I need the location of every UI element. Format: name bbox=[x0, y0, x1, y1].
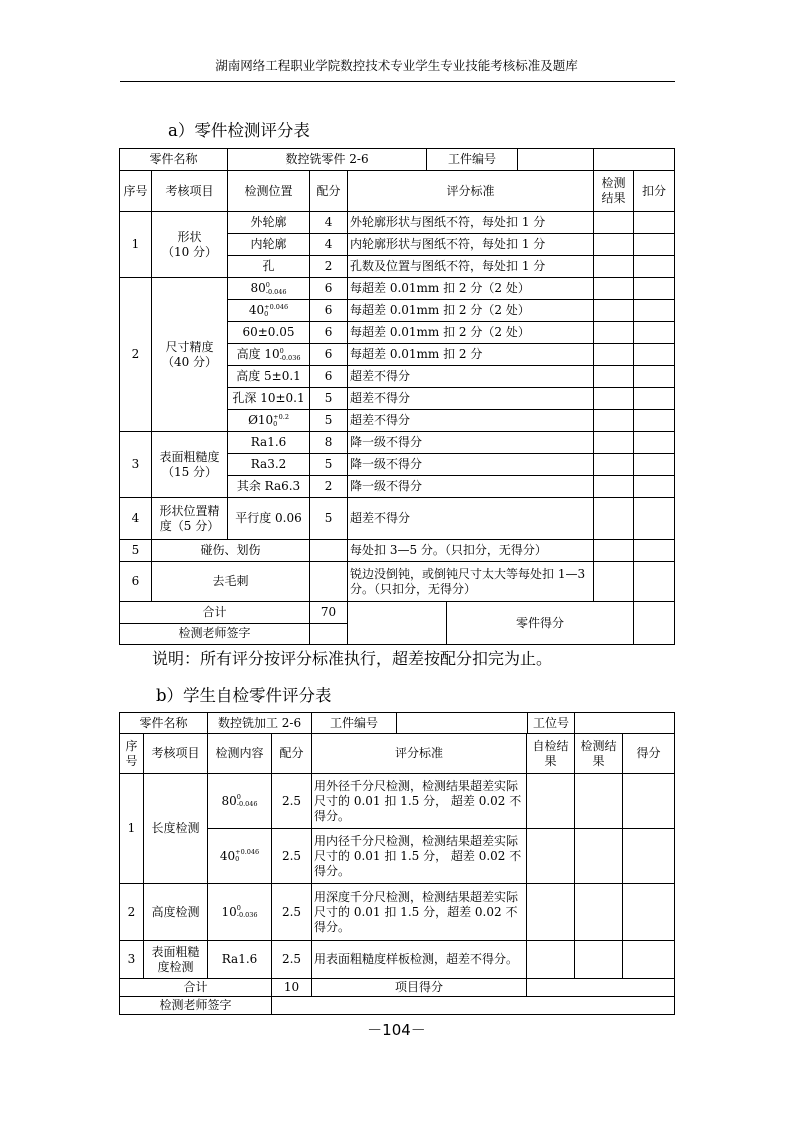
result-cell[interactable] bbox=[594, 454, 634, 476]
deduct-cell[interactable] bbox=[634, 540, 675, 562]
total-label: 合计 bbox=[120, 602, 310, 624]
score-cell: 5 bbox=[310, 388, 348, 410]
dimension-base: 40 bbox=[248, 303, 265, 317]
content-cell bbox=[208, 884, 272, 941]
tolerance bbox=[237, 905, 258, 919]
col-item: 考核项目 bbox=[144, 734, 208, 774]
tolerance-upper: 0 bbox=[265, 280, 270, 289]
position-cell: 内轮廓 bbox=[228, 234, 310, 256]
col-check-result: 检测结果 bbox=[575, 734, 623, 774]
dimension-base: 80 bbox=[221, 793, 237, 808]
col-score: 配分 bbox=[272, 734, 312, 774]
deduct-cell[interactable] bbox=[634, 454, 675, 476]
position-cell bbox=[228, 344, 310, 366]
result-cell[interactable] bbox=[594, 562, 634, 602]
score-cell: 2.5 bbox=[272, 774, 312, 829]
table-header-row bbox=[120, 734, 675, 774]
deduct-cell[interactable] bbox=[634, 498, 675, 540]
station-no-value[interactable] bbox=[575, 713, 675, 734]
deduct-cell[interactable] bbox=[634, 278, 675, 300]
criteria-cell: 用外径千分尺检测，检测结果超差实际尺寸的 0.01 扣 1.5 分， 超差 0.02 不得分。 bbox=[312, 774, 527, 829]
check-result-cell[interactable] bbox=[575, 941, 623, 979]
tolerance bbox=[237, 794, 258, 808]
table-header-row bbox=[120, 171, 675, 212]
deduct-cell[interactable] bbox=[634, 212, 675, 234]
score-cell: 4 bbox=[310, 234, 348, 256]
criteria-cell: 降一级不得分 bbox=[348, 476, 594, 498]
result-cell[interactable] bbox=[594, 278, 634, 300]
self-result-cell[interactable] bbox=[527, 829, 575, 884]
total-value: 70 bbox=[310, 602, 348, 624]
deduct-cell[interactable] bbox=[634, 344, 675, 366]
points-cell[interactable] bbox=[623, 884, 675, 941]
criteria-cell: 每超差 0.01mm 扣 2 分（2 处） bbox=[348, 322, 594, 344]
col-no: 序号 bbox=[120, 171, 152, 212]
criteria-cell: 降一级不得分 bbox=[348, 454, 594, 476]
deduct-cell[interactable] bbox=[634, 322, 675, 344]
criteria-cell: 内轮廓形状与图纸不符，每处扣 1 分 bbox=[348, 234, 594, 256]
group-no: 4 bbox=[120, 498, 152, 540]
position-cell bbox=[228, 278, 310, 300]
position-cell: 孔深 10±0.1 bbox=[228, 388, 310, 410]
col-criteria: 评分标准 bbox=[348, 171, 594, 212]
group-item: 表面粗糙度 （15 分） bbox=[152, 432, 228, 498]
score-cell: 5 bbox=[310, 498, 348, 540]
item-score-label: 项目得分 bbox=[312, 979, 527, 997]
position-cell: 高度 5±0.1 bbox=[228, 366, 310, 388]
item-score-value[interactable] bbox=[527, 979, 675, 997]
total-row bbox=[120, 979, 675, 997]
result-cell[interactable] bbox=[594, 410, 634, 432]
group-no: 5 bbox=[120, 540, 152, 562]
part-name-value: 数控铣加工 2-6 bbox=[208, 713, 312, 734]
table-row bbox=[120, 562, 675, 602]
tolerance-lower: -0.036 bbox=[279, 353, 301, 362]
group-item: 形状位置精度（5 分） bbox=[152, 498, 228, 540]
points-cell[interactable] bbox=[623, 774, 675, 829]
signature-label: 检测老师签字 bbox=[120, 997, 272, 1015]
tolerance-upper: 0 bbox=[236, 904, 241, 912]
dimension-base: 40 bbox=[219, 848, 236, 863]
result-cell[interactable] bbox=[594, 300, 634, 322]
group-no: 2 bbox=[120, 278, 152, 432]
self-result-cell[interactable] bbox=[527, 774, 575, 829]
total-row bbox=[120, 602, 675, 624]
tolerance-upper: +0.2 bbox=[273, 412, 289, 421]
criteria-cell: 孔数及位置与图纸不符，每处扣 1 分 bbox=[348, 256, 594, 278]
workpiece-no-value[interactable] bbox=[397, 713, 527, 733]
criteria-cell: 每超差 0.01mm 扣 2 分（2 处） bbox=[348, 300, 594, 322]
col-result: 检测结果 bbox=[594, 171, 634, 212]
header-rule bbox=[120, 81, 675, 82]
check-result-cell[interactable] bbox=[575, 774, 623, 829]
deduct-cell[interactable] bbox=[634, 476, 675, 498]
criteria-cell: 外轮廓形状与图纸不符，每处扣 1 分 bbox=[348, 212, 594, 234]
score-cell: 6 bbox=[310, 300, 348, 322]
criteria-cell: 降一级不得分 bbox=[348, 432, 594, 454]
tolerance bbox=[273, 414, 289, 428]
signature-field[interactable] bbox=[272, 997, 675, 1015]
group-no: 1 bbox=[120, 212, 152, 278]
position-cell: 外轮廓 bbox=[228, 212, 310, 234]
part-score-value[interactable] bbox=[634, 602, 675, 645]
score-cell: 2 bbox=[310, 476, 348, 498]
score-cell: 6 bbox=[310, 366, 348, 388]
tolerance-lower: -0.046 bbox=[265, 287, 287, 296]
position-cell: 60±0.05 bbox=[228, 322, 310, 344]
group-no: 3 bbox=[120, 432, 152, 498]
table-row bbox=[120, 540, 675, 562]
tolerance bbox=[280, 348, 301, 362]
row-item: 长度检测 bbox=[144, 774, 208, 884]
position-cell: 孔 bbox=[228, 256, 310, 278]
table-row bbox=[120, 149, 675, 171]
col-position: 检测位置 bbox=[228, 171, 310, 212]
criteria-cell: 用表面粗糙度样板检测，超差不得分。 bbox=[312, 941, 527, 979]
score-cell: 6 bbox=[310, 278, 348, 300]
part-inspection-table bbox=[119, 148, 675, 645]
result-cell[interactable] bbox=[594, 388, 634, 410]
signature-label: 检测老师签字 bbox=[120, 623, 310, 645]
criteria-cell: 超差不得分 bbox=[348, 366, 594, 388]
deduct-cell[interactable] bbox=[634, 234, 675, 256]
score-cell: 8 bbox=[310, 432, 348, 454]
group-item: 尺寸精度 （40 分） bbox=[152, 278, 228, 432]
content-cell bbox=[208, 774, 272, 829]
content-cell bbox=[208, 829, 272, 884]
result-cell[interactable] bbox=[594, 234, 634, 256]
criteria-cell: 超差不得分 bbox=[348, 410, 594, 432]
col-self-result: 自检结果 bbox=[527, 734, 575, 774]
tolerance-lower: 0 bbox=[273, 419, 278, 428]
result-cell[interactable] bbox=[594, 432, 634, 454]
workpiece-no-label: 工件编号 bbox=[427, 149, 518, 170]
col-content: 检测内容 bbox=[208, 734, 272, 774]
total-value: 10 bbox=[272, 979, 312, 997]
part-name-label: 零件名称 bbox=[120, 713, 208, 734]
position-cell: Ra1.6 bbox=[228, 432, 310, 454]
part-name-value: 数控铣零件 2-6 bbox=[228, 149, 427, 170]
result-cell[interactable] bbox=[594, 540, 634, 562]
self-check-table bbox=[119, 712, 675, 1015]
tolerance-lower: 0 bbox=[235, 855, 240, 863]
result-cell[interactable] bbox=[594, 322, 634, 344]
deduct-cell[interactable] bbox=[634, 562, 675, 602]
criteria-cell: 用内径千分尺检测，检测结果超差实际尺寸的 0.01 扣 1.5 分， 超差 0.02 不得分。 bbox=[312, 829, 527, 884]
score-cell: 2.5 bbox=[272, 941, 312, 979]
table-row bbox=[120, 884, 675, 941]
tolerance-lower: -0.036 bbox=[236, 911, 258, 919]
table-row bbox=[120, 941, 675, 979]
page-header: 湖南网络工程职业学院数控技术专业学生专业技能考核标准及题库 bbox=[215, 58, 578, 73]
page-number: －104－ bbox=[367, 1021, 426, 1039]
tolerance bbox=[264, 304, 288, 318]
criteria-cell: 每超差 0.01mm 扣 2 分（2 处） bbox=[348, 278, 594, 300]
score-cell: 2.5 bbox=[272, 884, 312, 941]
deduct-cell[interactable] bbox=[634, 432, 675, 454]
self-result-cell[interactable] bbox=[527, 941, 575, 979]
check-result-cell[interactable] bbox=[575, 829, 623, 884]
col-no: 序号 bbox=[120, 734, 144, 774]
group-item: 去毛刺 bbox=[152, 562, 310, 602]
signature-field[interactable] bbox=[310, 623, 348, 645]
tolerance-upper: +0.046 bbox=[235, 848, 260, 856]
table-row bbox=[120, 212, 675, 234]
note-text: 说明：所有评分按评分标准执行，超差按配分扣完为止。 bbox=[152, 649, 553, 668]
position-cell: 平行度 0.06 bbox=[228, 498, 310, 540]
tolerance-upper: 0 bbox=[279, 346, 284, 355]
section-a-title: a）零件检测评分表 bbox=[168, 121, 310, 140]
col-item: 考核项目 bbox=[152, 171, 228, 212]
result-cell[interactable] bbox=[594, 476, 634, 498]
part-score-label: 零件得分 bbox=[516, 615, 565, 630]
tolerance bbox=[266, 282, 287, 296]
dimension-base: 10 bbox=[221, 904, 237, 919]
row-no: 2 bbox=[120, 884, 144, 941]
position-cell bbox=[228, 300, 310, 322]
table-row bbox=[120, 774, 675, 829]
result-cell[interactable] bbox=[594, 212, 634, 234]
position-cell bbox=[228, 410, 310, 432]
deduct-cell[interactable] bbox=[634, 300, 675, 322]
score-cell: 5 bbox=[310, 410, 348, 432]
deduct-cell[interactable] bbox=[634, 256, 675, 278]
score-cell: 2.5 bbox=[272, 829, 312, 884]
result-cell[interactable] bbox=[594, 344, 634, 366]
dimension-base: 高度 10 bbox=[236, 347, 280, 361]
col-criteria: 评分标准 bbox=[312, 734, 527, 774]
criteria-cell: 锐边没倒钝，或倒钝尺寸太大等每处扣 1—3 分。（只扣分，无得分） bbox=[348, 562, 594, 602]
criteria-cell: 每处扣 3—5 分。（只扣分，无得分） bbox=[348, 540, 594, 562]
row-item: 高度检测 bbox=[144, 884, 208, 941]
points-cell[interactable] bbox=[623, 941, 675, 979]
table-row bbox=[120, 278, 675, 300]
content-cell: Ra1.6 bbox=[208, 941, 272, 979]
table-row bbox=[120, 432, 675, 454]
part-name-label: 零件名称 bbox=[120, 149, 228, 171]
tolerance-upper: +0.046 bbox=[264, 302, 289, 311]
total-label: 合计 bbox=[120, 979, 272, 997]
tolerance-lower: -0.046 bbox=[236, 800, 258, 808]
table-row bbox=[120, 713, 675, 734]
row-no: 1 bbox=[120, 774, 144, 884]
result-cell[interactable] bbox=[594, 498, 634, 540]
score-cell: 2 bbox=[310, 256, 348, 278]
table-row bbox=[120, 498, 675, 540]
score-cell: 5 bbox=[310, 454, 348, 476]
self-result-cell[interactable] bbox=[527, 884, 575, 941]
station-no-label: 工位号 bbox=[527, 713, 574, 733]
tolerance bbox=[235, 849, 259, 863]
row-no: 3 bbox=[120, 941, 144, 979]
dimension-base: Ø10 bbox=[248, 413, 274, 427]
group-item: 碰伤、划伤 bbox=[152, 540, 310, 562]
criteria-cell: 用深度千分尺检测，检测结果超差实际尺寸的 0.01 扣 1.5 分，超差 0.02 不得分。 bbox=[312, 884, 527, 941]
criteria-cell: 超差不得分 bbox=[348, 498, 594, 540]
deduct-cell[interactable] bbox=[634, 388, 675, 410]
deduct-cell[interactable] bbox=[634, 410, 675, 432]
criteria-cell: 每超差 0.01mm 扣 2 分 bbox=[348, 344, 594, 366]
result-cell[interactable] bbox=[594, 366, 634, 388]
result-cell[interactable] bbox=[594, 256, 634, 278]
position-cell: Ra3.2 bbox=[228, 454, 310, 476]
col-deduct: 扣分 bbox=[634, 171, 675, 212]
workpiece-no-label: 工件编号 bbox=[312, 713, 397, 733]
score-cell: 6 bbox=[310, 344, 348, 366]
row-item: 表面粗糙度检测 bbox=[144, 941, 208, 979]
points-cell[interactable] bbox=[623, 829, 675, 884]
score-cell: 6 bbox=[310, 322, 348, 344]
dimension-base: 80 bbox=[250, 281, 266, 295]
group-item: 形状 （10 分） bbox=[152, 212, 228, 278]
tolerance-lower: 0 bbox=[264, 309, 269, 318]
criteria-cell: 超差不得分 bbox=[348, 388, 594, 410]
check-result-cell[interactable] bbox=[575, 884, 623, 941]
col-score: 配分 bbox=[310, 171, 348, 212]
group-no: 6 bbox=[120, 562, 152, 602]
deduct-cell[interactable] bbox=[634, 366, 675, 388]
tolerance-upper: 0 bbox=[236, 793, 241, 801]
signature-row bbox=[120, 997, 675, 1015]
section-b-title: b）学生自检零件评分表 bbox=[156, 686, 332, 705]
position-cell: 其余 Ra6.3 bbox=[228, 476, 310, 498]
col-points: 得分 bbox=[623, 734, 675, 774]
score-cell: 4 bbox=[310, 212, 348, 234]
